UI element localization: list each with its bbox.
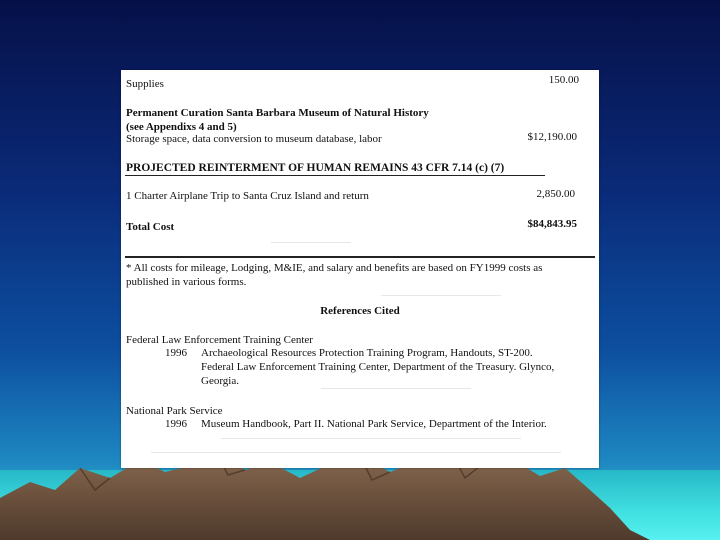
total-cost-amount: $84,843.95	[527, 218, 577, 230]
curation-amount: $12,190.00	[527, 131, 577, 143]
scan-artifact	[221, 438, 521, 439]
footnote-line-2: published in various forms.	[126, 276, 247, 288]
supplies-amount: 150.00	[548, 74, 579, 86]
curation-appendix-ref: (see Appendixs 4 and 5)	[126, 121, 237, 133]
scan-artifact	[151, 452, 561, 453]
reinterment-heading: PROJECTED REINTERMENT OF HUMAN REMAINS 43 CFR 7.14 (c) (7)	[126, 162, 505, 174]
curation-heading: Permanent Curation Santa Barbara Museum of Natural History	[126, 107, 429, 119]
scanned-document-page	[121, 70, 599, 468]
reference-1-line-1: Archaeological Resources Protection Training Program, Handouts, ST-200.	[201, 347, 533, 359]
references-heading: References Cited	[320, 305, 400, 317]
reference-1-line-2: Federal Law Enforcement Training Center, Department of the Treasury. Glynco,	[201, 361, 555, 373]
reference-year-1: 1996	[165, 347, 187, 359]
scan-artifact	[321, 388, 471, 389]
footnote-line-1: * All costs for mileage, Lodging, M&IE, and salary and benefits are based on FY1999 costs as	[126, 262, 543, 274]
reference-year-2: 1996	[165, 418, 187, 430]
reinterment-underline	[125, 175, 545, 176]
reference-2-line-1: Museum Handbook, Part II. National Park Service, Department of the Interior.	[201, 418, 547, 430]
reference-author-2: National Park Service	[126, 405, 223, 417]
reference-1-line-3: Georgia.	[201, 375, 239, 387]
footnote-divider	[125, 256, 595, 258]
reference-author-1: Federal Law Enforcement Training Center	[126, 334, 313, 346]
scan-artifact	[271, 242, 351, 243]
charter-trip-label: 1 Charter Airplane Trip to Santa Cruz Island and return	[126, 190, 369, 202]
supplies-label: Supplies	[126, 78, 164, 90]
total-cost-label: Total Cost	[126, 221, 175, 233]
charter-trip-amount: 2,850.00	[536, 188, 575, 200]
curation-description: Storage space, data conversion to museum database, labor	[126, 133, 382, 145]
scan-artifact	[381, 295, 501, 296]
